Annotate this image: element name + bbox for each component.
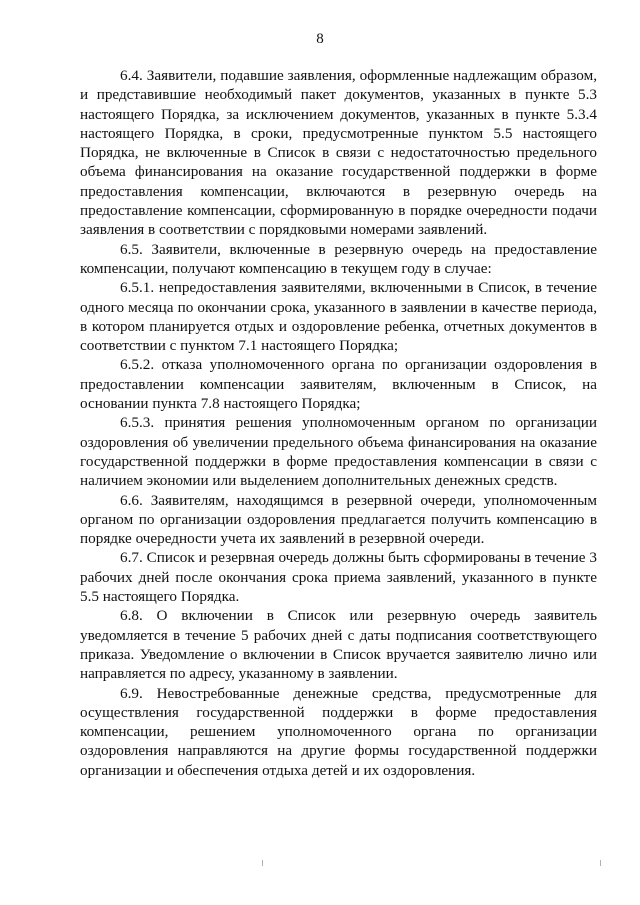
paragraph-6-6: 6.6. Заявителям, находящимся в резервной очереди, уполномоченным органом по организации оздоровления предлагается получить компенсацию в порядке очередности учета их заявлений в резервной очереди. bbox=[80, 491, 597, 548]
page-number: 8 bbox=[316, 31, 324, 47]
paragraph-6-5-2: 6.5.2. отказа уполномоченного органа по организации оздоровления в предоставлении компенсации заявителям, включенным в Список, на основании пункта 7.8 настоящего Порядка; bbox=[80, 356, 597, 413]
paragraph-6-4: 6.4. Заявители, подавшие заявления, оформленные надлежащим образом, и представившие необходимый пакет документов, указанных в пункте 5.3 настоящего Порядка, за исключением документов, указанных в пункте 5.3.4 настоящего Порядка, в сроки, предусмотренные пунктом 5.5 настоящего Порядка, не включенные в Список в связи с недостаточностью предельного объема финансирования на оказание государственной поддержки в форме предоставления компенсации, включаются в резервную очередь на предоставление компенсации, сформированную в порядке очередности подачи заявления в соответствии с порядковыми номерами заявлений. bbox=[80, 67, 597, 239]
paragraph-6-5: 6.5. Заявители, включенные в резервную очередь на предоставление компенсации, получают компенсацию в текущем году в случае: bbox=[80, 240, 597, 277]
paragraph-6-5-1: 6.5.1. непредоставления заявителями, включенными в Список, в течение одного месяца по окончании срока, указанного в заявлении в качестве периода, в котором планируется отдых и оздоровление ребенка, отчетных документов в соответствии с пунктом 7.1 настоящего Порядка; bbox=[80, 279, 597, 355]
scan-artifact-left bbox=[262, 860, 263, 866]
paragraph-6-7: 6.7. Список и резервная очередь должны быть сформированы в течение 3 рабочих дней после окончания срока приема заявлений, указанного в пункте 5.5 настоящего Порядка. bbox=[80, 549, 597, 606]
paragraph-6-5-3: 6.5.3. принятия решения уполномоченным органом по организации оздоровления об увеличении предельного объема финансирования на оказание государственной поддержки в форме предоставления компенсации в связи с наличием экономии или выделением дополнительных денежных средств. bbox=[80, 414, 597, 490]
paragraph-6-9: 6.9. Невостребованные денежные средства, предусмотренные для осуществления государственной поддержки в форме предоставления компенсации, решением уполномоченного органа по организации оздоровления направляются на другие формы государственной поддержки организации и обеспечения отдыха детей и их оздоровления. bbox=[80, 684, 597, 779]
document-body bbox=[80, 66, 597, 780]
paragraph-6-8: 6.8. О включении в Список или резервную очередь заявитель уведомляется в течение 5 рабочих дней с даты подписания соответствующего приказа. Уведомление о включении в Список вручается заявителю лично или направляется по адресу, указанному в заявлении. bbox=[80, 607, 597, 683]
scan-artifact-right bbox=[600, 860, 601, 866]
